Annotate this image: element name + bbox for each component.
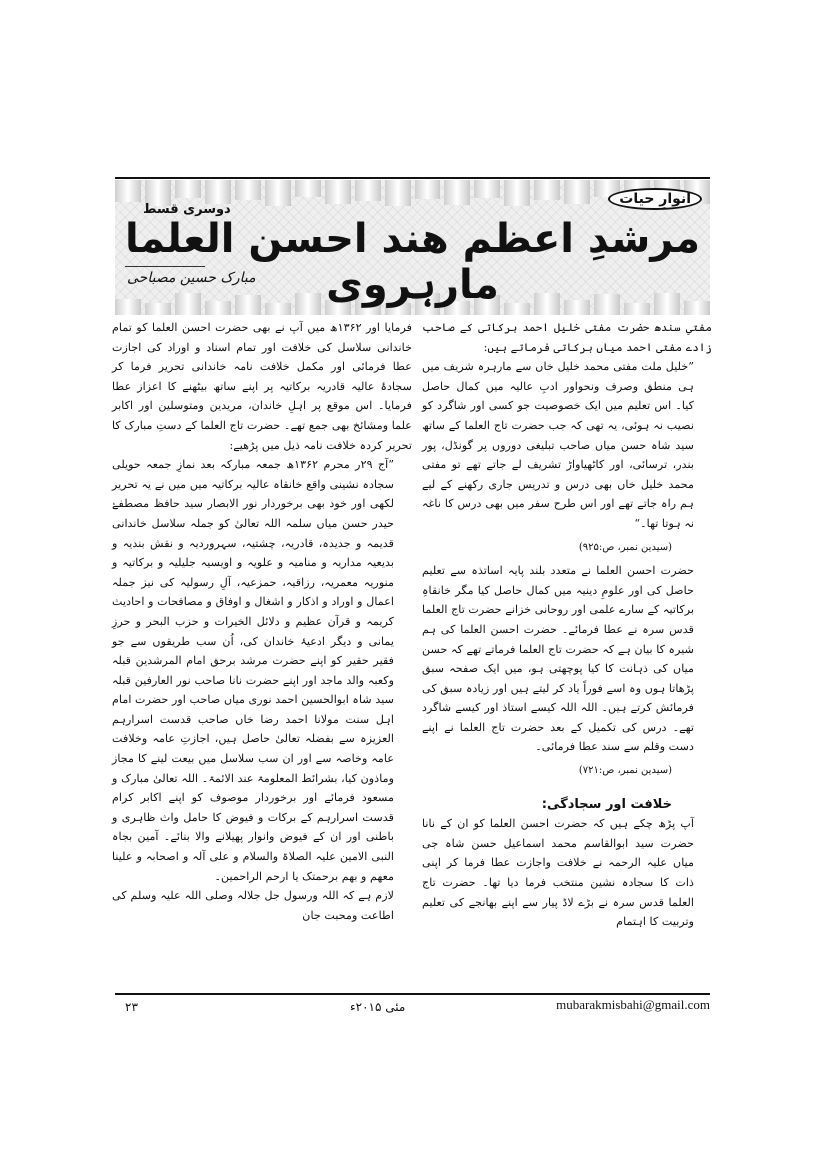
footer-email: mubarakmisbahi@gmail.com <box>556 997 710 1012</box>
author-name: مبارک حسین مصباحی <box>127 270 256 286</box>
author-rule <box>125 266 205 267</box>
top-rule <box>115 177 710 179</box>
article-banner <box>115 180 710 315</box>
reference: (سیدین نمبر، ص:۹۲۵) <box>578 541 672 553</box>
quote-block: ”خلیل ملت مفتی محمد خلیل خاں سے مارہرہ شریف میں ہی منطق وصرف ونحواور ادبِ عالیہ میں کمال حاصل کیا۔ اس تعلیم میں ایک خصوصیت جو کسی اور شاگرد کو نصیب نہ ہوئی، یہ تھی کہ جب حضرت تاج العلما کے ساتھ سید شاہ حسن میاں صاحب تبلیغی دوروں پر گونڈل، پور بندر، ترسائی، اور کاٹھیاواڑ تشریف لے جاتے تھے تو مفتی محمد خلیل خاں بھی درس و تدریس جاری رکھنے کے لیے ہم راہ جاتے تھے اور اس طرح سفر میں بھی درس کا ناغہ نہ ہوتا تھا۔“ <box>422 360 694 530</box>
reference: (سیدین نمبر، ص:۷۲۱) <box>578 765 672 777</box>
body-paragraph: حضرت احسن العلما نے متعدد بلند پایہ اساتذہ سے تعلیم حاصل کی اور علومِ دینیہ میں کمال حاصل کیا مگر خانقاہِ برکاتیہ کے سارے علمی اور روحانی خزانے حضرت تاج العلما قدس سرہ نے عطا فرمائے۔ حضرت احسن العلما کی ہم شیرہ کا بیان ہے کہ حضرت تاج العلما فرماتے تھے کہ حسن میاں کی ذہانت کا کیا پوچھتی ہو، میں ایک صفحہ سبق پڑھاتا ہوں وہ اسے فوراً یاد کر لیتے ہیں اور زیادہ سبق کی فرمائش کرتے ہیں۔ اللہ اللہ کیسے استاذ اور کیسے شاگرد تھے۔ درس کی تکمیل کے بعد حضرت تاج العلما نے اپنے دست وقلم سے سند عطا فرمائی۔ <box>422 564 694 754</box>
quote-block: ”آج ۲۹ر محرم ۱۳۶۲ھ جمعہ مبارکہ بعد نمازِ جمعہ حویلی سجادہ نشینی واقع خانقاہ عالیہ برکاتیہ میں میں نے یہ تحریر لکھی اور خود بھی برخوردار نور الابصار سید حافظ مصطفےٰ حیدر حسن میاں سلمہ اللہ تعالیٰ کو جملہ سلاسل خاندانی قدیمہ و جدیدہ، قادریہ، چشتیہ، سہروردیہ و نقش بندیہ و بدیعیہ مداریہ و منامیہ و علویہ و اویسیہ جلیلیہ و برکاتیہ و منوریہ معمریہ، رزاقیہ، حمزعیہ، آلِ رسولیہ کی نیز جملہ اعمال و اوراد و اذکار و اشغال و اوفاق و مصافحات و احادیث کریمہ و قرآن عظیم و دلائل الخیرات و حزب البحر و حرزِ یمانی و دیگر ادعیۂ خاندان کی، اُن سب طریقوں سے جو فقیر حقیر کو اپنے حضرت مرشد برحق امام المرشدین قبلہ وکعبہ والد ماجد اور اپنے حضرت نانا صاحب نور العارفین قبلہ سید شاہ ابوالحسین احمد نوری میاں صاحب اور حضرت امام اہل سنت مولانا احمد رضا خاں صاحب قدست اسرارہم العزیزہ سے بفضلہ تعالیٰ حاصل ہیں، اجازتِ عامہ وخلافت عامہ وخاصہ سے اور ان سب سلاسل میں بیعت لینے کا مجاز وماذون کیا، بشرائط المعلومۃ عند الائمۃ۔ اللہ تعالیٰ مبارک و مسعود فرمائے اور برخوردار موصوف کو اپنے اکابر کرام قدست اسرارہم کے برکات و فیوض کا حامل واث ظاہری و باطنی اور ان کے فیوض وانوار پھیلانے والا بنائے۔ آمین بجاہ النبی الامین علیہ الصلاۃ والسلام و علی آلہ و اصحابہ و علینا معھم و بھم برحمتک یا ارحم الراحمین۔ <box>112 458 394 883</box>
body-paragraph: آپ پڑھ چکے ہیں کہ حضرت احسن العلما کو ان کے نانا حضرت سید ابوالقاسم محمد اسماعیل حسن شاہ جی میاں علیہ الرحمہ نے خلافت واجازت عطا فرما کر اپنی ذات کا سجادہ نشین منتخب فرما دیا تھا۔ حضرت تاج العلما قدس سرہ نے بڑے لاڈ پیار سے اپنے بھانجے کی تعلیم وتربیت کا اہتمام <box>422 817 694 929</box>
section-heading: خلافت اور سجادگی: <box>541 796 672 812</box>
footer-date: مئی ۲۰۱۵ء <box>350 1000 406 1014</box>
article-title: مرشدِ اعظم ھند احسن العلما مارہروی <box>124 216 701 308</box>
body-paragraph: لازم ہے کہ اللہ ورسول جل جلالہ وصلی اللہ علیہ وسلم کی اطاعت ومحبت جان <box>112 889 394 922</box>
left-column <box>112 318 412 925</box>
body-paragraph: فرمایا اور ۱۳۶۲ھ میں آپ نے بھی حضرت احسن العلما کو تمام خاندانی سلاسل کی خلافت اور تمام اسناد و اوراد کی اجازت عطا فرمائی اور مکمل خلافت نامہ خاندانی تحریر فرما کر سجادۂ عالیہ قادریہ برکاتیہ پر اپنے ساتھ بیٹھنے کا اعزاز عطا فرمایا۔ اس موقع پر اہلِ خاندان، مریدین ومتوسلین اور اکابر علما ومشائخ بھی جمع تھے۔ حضرت تاج العلما کے دستِ مبارک کا تحریر کردہ خلافت نامہ ذیل میں پڑھیے: <box>112 321 412 452</box>
installment-label: دوسری قسط <box>143 202 231 217</box>
footer-rule <box>115 993 710 995</box>
intro-paragraph: مفتیِ سندھ حضرت مفتی خلیل احمد برکاتی کے صاحب زادے مفتی احمد میاں برکاتی فرماتے ہیں: <box>422 321 712 354</box>
right-column <box>422 318 712 932</box>
series-badge: انوارِ حیات <box>608 188 702 210</box>
page-number: ۲۳ <box>125 1000 138 1014</box>
